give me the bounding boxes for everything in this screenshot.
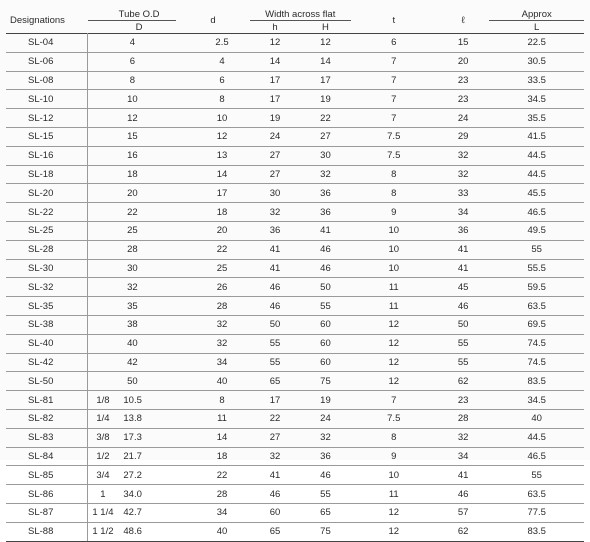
cell-H: 22 [300, 109, 350, 128]
cell-l: 50 [437, 315, 490, 334]
cell-t: 7.5 [351, 127, 437, 146]
cell-designation: SL-22 [6, 203, 88, 222]
table-row [6, 297, 584, 316]
cell-H: 32 [300, 165, 350, 184]
table-row [6, 109, 584, 128]
cell-h: 41 [250, 240, 300, 259]
cell-L: 77.5 [489, 503, 584, 522]
cell-l: 20 [437, 52, 490, 71]
cell-d: 26 [176, 278, 250, 297]
table-row [6, 165, 584, 184]
cell-l: 36 [437, 221, 490, 240]
table-body [6, 34, 584, 542]
cell-h: 24 [250, 127, 300, 146]
header-designations: Designations [10, 15, 65, 26]
cell-designation: SL-85 [6, 466, 88, 485]
cell-L: 83.5 [489, 522, 584, 541]
cell-t: 12 [351, 522, 437, 541]
cell-L: 35.5 [489, 109, 584, 128]
cell-L: 30.5 [489, 52, 584, 71]
cell-d: 40 [176, 522, 250, 541]
cell-L: 45.5 [489, 184, 584, 203]
cell-tube-od: 13.8 [117, 409, 176, 428]
cell-t: 9 [351, 447, 437, 466]
cell-t: 7 [351, 71, 437, 90]
header-l: ℓ [461, 15, 465, 26]
cell-d: 6 [176, 71, 250, 90]
cell-d: 13 [176, 146, 250, 165]
cell-L: 55 [489, 466, 584, 485]
dimension-table [6, 8, 584, 542]
cell-d: 8 [176, 391, 250, 410]
cell-tube-od: 10.5 [117, 391, 176, 410]
cell-designation: SL-10 [6, 90, 88, 109]
cell-h: 14 [250, 52, 300, 71]
cell-tube-od: 4 [88, 34, 176, 53]
cell-tube-od: 30 [88, 259, 176, 278]
cell-d: 2.5 [176, 34, 250, 53]
cell-tube-od-inch: 1/8 [88, 391, 117, 410]
table-row [6, 353, 584, 372]
table-row [6, 503, 584, 522]
header-tube-od: Tube O.D [88, 8, 176, 21]
cell-t: 12 [351, 315, 437, 334]
cell-t: 10 [351, 466, 437, 485]
table-row [6, 409, 584, 428]
cell-tube-od: 20 [88, 184, 176, 203]
cell-l: 46 [437, 297, 490, 316]
cell-designation: SL-30 [6, 259, 88, 278]
cell-L: 49.5 [489, 221, 584, 240]
cell-designation: SL-15 [6, 127, 88, 146]
cell-L: 83.5 [489, 372, 584, 391]
cell-l: 24 [437, 109, 490, 128]
cell-d: 34 [176, 353, 250, 372]
cell-h: 55 [250, 353, 300, 372]
table-row [6, 146, 584, 165]
cell-L: 55 [489, 240, 584, 259]
cell-t: 10 [351, 259, 437, 278]
cell-L: 33.5 [489, 71, 584, 90]
cell-d: 40 [176, 372, 250, 391]
cell-H: 65 [300, 503, 350, 522]
cell-t: 12 [351, 353, 437, 372]
header-row-top [6, 8, 584, 21]
cell-L: 63.5 [489, 297, 584, 316]
cell-designation: SL-83 [6, 428, 88, 447]
header-t: t [392, 15, 396, 26]
cell-l: 34 [437, 447, 490, 466]
table-row [6, 391, 584, 410]
header-h: h [272, 22, 278, 33]
cell-H: 14 [300, 52, 350, 71]
table-row [6, 184, 584, 203]
cell-tube-od: 27.2 [117, 466, 176, 485]
cell-l: 32 [437, 165, 490, 184]
cell-t: 7 [351, 52, 437, 71]
cell-L: 55.5 [489, 259, 584, 278]
cell-l: 23 [437, 71, 490, 90]
cell-d: 10 [176, 109, 250, 128]
cell-h: 27 [250, 428, 300, 447]
cell-l: 57 [437, 503, 490, 522]
cell-H: 24 [300, 409, 350, 428]
cell-l: 41 [437, 466, 490, 485]
cell-l: 28 [437, 409, 490, 428]
cell-tube-od: 25 [88, 221, 176, 240]
cell-tube-od: 50 [88, 372, 176, 391]
cell-t: 9 [351, 203, 437, 222]
cell-l: 23 [437, 90, 490, 109]
cell-tube-od: 42.7 [117, 503, 176, 522]
cell-H: 55 [300, 297, 350, 316]
table-row [6, 522, 584, 541]
table-row [6, 334, 584, 353]
cell-t: 8 [351, 184, 437, 203]
cell-l: 34 [437, 203, 490, 222]
cell-H: 75 [300, 522, 350, 541]
cell-t: 10 [351, 240, 437, 259]
cell-d: 12 [176, 127, 250, 146]
cell-H: 46 [300, 259, 350, 278]
cell-tube-od: 10 [88, 90, 176, 109]
header-approx: Approx [489, 8, 584, 21]
cell-l: 55 [437, 353, 490, 372]
table-row [6, 240, 584, 259]
cell-h: 46 [250, 297, 300, 316]
cell-h: 17 [250, 71, 300, 90]
cell-tube-od-inch: 1 1/2 [88, 522, 117, 541]
cell-d: 14 [176, 165, 250, 184]
cell-L: 41.5 [489, 127, 584, 146]
cell-designation: SL-50 [6, 372, 88, 391]
cell-L: 59.5 [489, 278, 584, 297]
table-row [6, 203, 584, 222]
cell-tube-od-inch: 3/8 [88, 428, 117, 447]
cell-L: 40 [489, 409, 584, 428]
cell-tube-od: 40 [88, 334, 176, 353]
cell-t: 12 [351, 372, 437, 391]
cell-t: 6 [351, 34, 437, 53]
cell-H: 36 [300, 184, 350, 203]
cell-L: 46.5 [489, 447, 584, 466]
cell-designation: SL-82 [6, 409, 88, 428]
cell-l: 46 [437, 485, 490, 504]
cell-H: 19 [300, 90, 350, 109]
cell-l: 41 [437, 259, 490, 278]
cell-tube-od: 17.3 [117, 428, 176, 447]
cell-t: 7 [351, 391, 437, 410]
cell-h: 32 [250, 203, 300, 222]
cell-L: 22.5 [489, 34, 584, 53]
table-row [6, 428, 584, 447]
cell-tube-od: 18 [88, 165, 176, 184]
cell-tube-od: 35 [88, 297, 176, 316]
cell-L: 74.5 [489, 353, 584, 372]
cell-d: 22 [176, 240, 250, 259]
cell-designation: SL-84 [6, 447, 88, 466]
cell-t: 7.5 [351, 409, 437, 428]
cell-l: 45 [437, 278, 490, 297]
cell-L: 74.5 [489, 334, 584, 353]
cell-H: 60 [300, 353, 350, 372]
table-row [6, 278, 584, 297]
cell-h: 50 [250, 315, 300, 334]
cell-h: 27 [250, 165, 300, 184]
cell-l: 62 [437, 522, 490, 541]
cell-l: 32 [437, 146, 490, 165]
cell-H: 30 [300, 146, 350, 165]
cell-designation: SL-06 [6, 52, 88, 71]
table-row [6, 315, 584, 334]
cell-L: 44.5 [489, 146, 584, 165]
cell-L: 44.5 [489, 428, 584, 447]
cell-tube-od-inch: 1/4 [88, 409, 117, 428]
cell-tube-od-inch: 1 [88, 485, 117, 504]
cell-H: 36 [300, 203, 350, 222]
cell-t: 10 [351, 221, 437, 240]
cell-H: 12 [300, 34, 350, 53]
cell-L: 34.5 [489, 90, 584, 109]
cell-tube-od: 16 [88, 146, 176, 165]
cell-d: 8 [176, 90, 250, 109]
cell-d: 18 [176, 447, 250, 466]
cell-h: 46 [250, 485, 300, 504]
table-row [6, 127, 584, 146]
cell-designation: SL-20 [6, 184, 88, 203]
cell-t: 12 [351, 503, 437, 522]
cell-h: 41 [250, 259, 300, 278]
cell-designation: SL-25 [6, 221, 88, 240]
cell-tube-od-inch: 3/4 [88, 466, 117, 485]
cell-tube-od: 34.0 [117, 485, 176, 504]
cell-t: 11 [351, 297, 437, 316]
table-row [6, 90, 584, 109]
cell-tube-od: 15 [88, 127, 176, 146]
cell-H: 55 [300, 485, 350, 504]
cell-d: 32 [176, 315, 250, 334]
cell-d: 11 [176, 409, 250, 428]
cell-d: 28 [176, 297, 250, 316]
cell-d: 18 [176, 203, 250, 222]
cell-H: 75 [300, 372, 350, 391]
cell-L: 63.5 [489, 485, 584, 504]
cell-H: 27 [300, 127, 350, 146]
cell-H: 46 [300, 466, 350, 485]
cell-d: 28 [176, 485, 250, 504]
cell-d: 14 [176, 428, 250, 447]
cell-h: 12 [250, 34, 300, 53]
cell-t: 7.5 [351, 146, 437, 165]
table-row [6, 447, 584, 466]
cell-d: 17 [176, 184, 250, 203]
cell-L: 44.5 [489, 165, 584, 184]
header-d: d [210, 15, 216, 26]
cell-h: 65 [250, 372, 300, 391]
cell-tube-od: 28 [88, 240, 176, 259]
cell-d: 25 [176, 259, 250, 278]
header-approx-sub: L [534, 22, 540, 33]
cell-h: 19 [250, 109, 300, 128]
header-width-across-flat: Width across flat [250, 8, 351, 21]
cell-designation: SL-18 [6, 165, 88, 184]
cell-H: 60 [300, 315, 350, 334]
cell-designation: SL-42 [6, 353, 88, 372]
table-row [6, 221, 584, 240]
cell-t: 8 [351, 165, 437, 184]
cell-h: 32 [250, 447, 300, 466]
cell-tube-od: 48.6 [117, 522, 176, 541]
cell-tube-od: 22 [88, 203, 176, 222]
cell-designation: SL-88 [6, 522, 88, 541]
cell-d: 22 [176, 466, 250, 485]
cell-l: 15 [437, 34, 490, 53]
cell-designation: SL-28 [6, 240, 88, 259]
cell-t: 11 [351, 485, 437, 504]
cell-designation: SL-40 [6, 334, 88, 353]
cell-tube-od: 8 [88, 71, 176, 90]
cell-h: 60 [250, 503, 300, 522]
cell-t: 8 [351, 428, 437, 447]
cell-h: 27 [250, 146, 300, 165]
cell-tube-od: 38 [88, 315, 176, 334]
cell-h: 36 [250, 221, 300, 240]
cell-h: 22 [250, 409, 300, 428]
cell-l: 33 [437, 184, 490, 203]
cell-l: 62 [437, 372, 490, 391]
table-row [6, 34, 584, 53]
cell-l: 55 [437, 334, 490, 353]
cell-designation: SL-86 [6, 485, 88, 504]
cell-t: 12 [351, 334, 437, 353]
cell-L: 46.5 [489, 203, 584, 222]
cell-l: 41 [437, 240, 490, 259]
cell-h: 30 [250, 184, 300, 203]
cell-H: 60 [300, 334, 350, 353]
cell-tube-od: 32 [88, 278, 176, 297]
cell-d: 20 [176, 221, 250, 240]
cell-d: 4 [176, 52, 250, 71]
cell-d: 34 [176, 503, 250, 522]
table-row [6, 372, 584, 391]
cell-t: 7 [351, 109, 437, 128]
cell-designation: SL-04 [6, 34, 88, 53]
cell-h: 65 [250, 522, 300, 541]
header-H: H [322, 22, 329, 33]
cell-d: 32 [176, 334, 250, 353]
cell-H: 41 [300, 221, 350, 240]
cell-L: 69.5 [489, 315, 584, 334]
cell-L: 34.5 [489, 391, 584, 410]
cell-H: 46 [300, 240, 350, 259]
cell-h: 41 [250, 466, 300, 485]
cell-tube-od: 6 [88, 52, 176, 71]
cell-h: 55 [250, 334, 300, 353]
cell-h: 17 [250, 90, 300, 109]
table-row [6, 485, 584, 504]
cell-designation: SL-87 [6, 503, 88, 522]
cell-tube-od: 21.7 [117, 447, 176, 466]
cell-designation: SL-32 [6, 278, 88, 297]
table-row [6, 71, 584, 90]
cell-h: 17 [250, 391, 300, 410]
cell-t: 11 [351, 278, 437, 297]
cell-designation: SL-38 [6, 315, 88, 334]
cell-designation: SL-08 [6, 71, 88, 90]
cell-t: 7 [351, 90, 437, 109]
header-row-bottom [6, 21, 584, 34]
header-tube-od-sub: D [135, 22, 143, 33]
cell-tube-od-inch: 1 1/4 [88, 503, 117, 522]
cell-l: 32 [437, 428, 490, 447]
cell-l: 29 [437, 127, 490, 146]
table-row [6, 466, 584, 485]
cell-tube-od: 42 [88, 353, 176, 372]
cell-h: 46 [250, 278, 300, 297]
cell-H: 36 [300, 447, 350, 466]
cell-H: 32 [300, 428, 350, 447]
cell-designation: SL-16 [6, 146, 88, 165]
cell-tube-od-inch: 1/2 [88, 447, 117, 466]
table-row [6, 52, 584, 71]
cell-H: 19 [300, 391, 350, 410]
cell-designation: SL-35 [6, 297, 88, 316]
cell-H: 50 [300, 278, 350, 297]
table-row [6, 259, 584, 278]
cell-H: 17 [300, 71, 350, 90]
cell-designation: SL-81 [6, 391, 88, 410]
cell-l: 23 [437, 391, 490, 410]
cell-tube-od: 12 [88, 109, 176, 128]
cell-designation: SL-12 [6, 109, 88, 128]
